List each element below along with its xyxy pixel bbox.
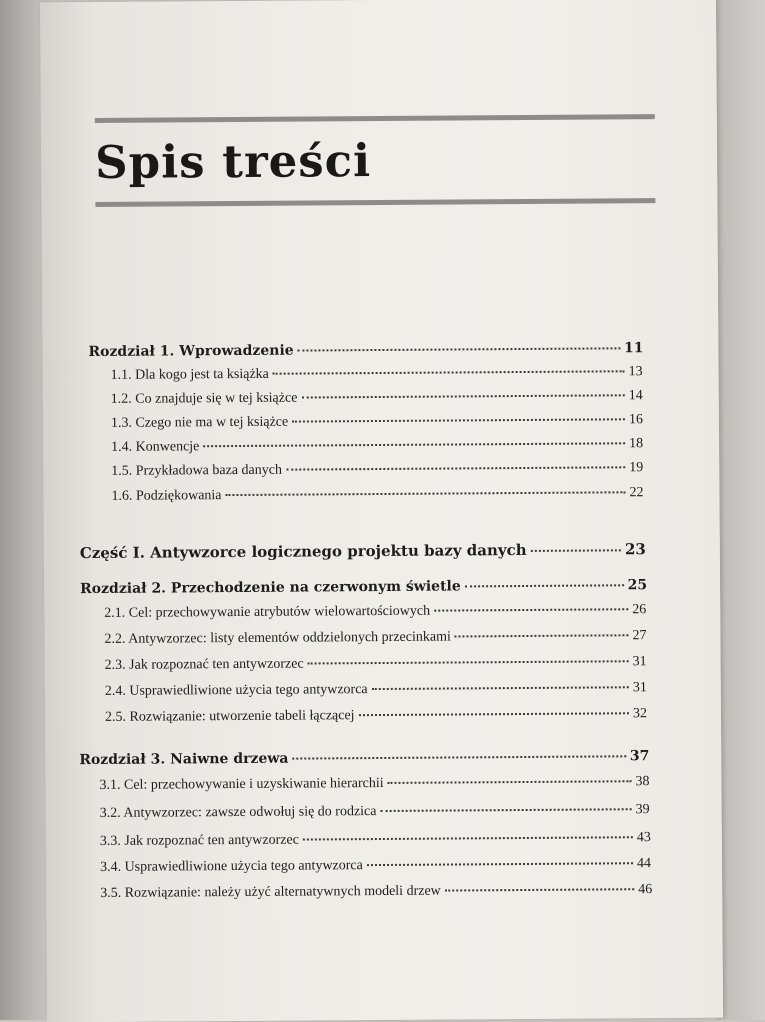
toc-label: 1.3. Czego nie ma w tej książce xyxy=(110,414,289,431)
toc-part-1 xyxy=(80,540,646,562)
leader-dots xyxy=(445,888,634,891)
toc-section-2-3 xyxy=(105,654,647,674)
toc-label: 3.5. Rozwiązanie: należy użyć alternatywnych modeli drzew xyxy=(100,883,441,901)
toc-section-2-5 xyxy=(105,706,647,726)
leader-dots xyxy=(359,712,629,716)
toc-label: 2.2. Antywzorzec: listy elementów oddzielonych przecinkami xyxy=(104,629,451,647)
leader-dots xyxy=(286,466,625,470)
leader-dots xyxy=(367,862,633,866)
leader-dots xyxy=(292,418,625,422)
toc-page-number: 22 xyxy=(629,485,644,501)
leader-dots xyxy=(380,808,631,812)
leader-dots xyxy=(273,370,625,374)
toc-section-2-2 xyxy=(104,628,646,648)
page-title: Spis treści xyxy=(94,134,372,189)
toc-label: Rozdział 3. Naiwne drzewa xyxy=(79,750,289,769)
toc-section-1-4 xyxy=(111,436,643,456)
toc-page-number: 14 xyxy=(628,388,643,404)
toc-section-1-3 xyxy=(111,412,643,432)
toc-page-number: 19 xyxy=(629,460,644,476)
title-bottom-rule xyxy=(95,198,655,207)
toc-page-number: 38 xyxy=(635,774,650,790)
toc-section-3-5 xyxy=(100,882,652,902)
toc-section-3-2 xyxy=(100,802,650,822)
toc-chapter-1 xyxy=(88,340,643,360)
toc-page-number: 43 xyxy=(636,830,651,846)
leader-dots xyxy=(455,634,629,637)
toc-page-number: 11 xyxy=(623,340,644,357)
toc-label: 3.3. Jak rozpoznać ten antywzorzec xyxy=(99,832,299,849)
background-surface xyxy=(716,0,765,1020)
toc-label: 1.1. Dla kogo jest ta książka xyxy=(110,366,269,383)
toc-page-number: 16 xyxy=(628,412,643,428)
toc-section-3-4 xyxy=(100,856,651,876)
toc-label: 2.4. Usprawiedliwione użycia tego antywzorca xyxy=(104,682,368,699)
toc-page-number: 26 xyxy=(632,602,647,618)
toc-label: 3.2. Antywzorzec: zawsze odwołuj się do rodzica xyxy=(99,804,377,821)
toc-page-number: 37 xyxy=(629,748,650,765)
title-top-rule xyxy=(95,114,655,123)
leader-dots xyxy=(301,394,624,398)
toc-label: 2.5. Rozwiązanie: utworzenie tabeli łączącej xyxy=(104,708,355,725)
toc-page-number: 32 xyxy=(632,706,648,722)
leader-dots xyxy=(298,347,620,351)
toc-section-1-2 xyxy=(111,388,643,408)
toc-page-number: 31 xyxy=(632,680,647,696)
leader-dots xyxy=(203,442,625,447)
toc-page-number: 13 xyxy=(628,364,643,380)
leader-dots xyxy=(303,836,633,840)
toc-label: 2.3. Jak rozpoznać ten antywzorzec xyxy=(104,656,304,673)
toc-page-number: 39 xyxy=(635,802,650,818)
toc-page-number: 31 xyxy=(632,654,647,670)
leader-dots xyxy=(292,755,625,759)
toc-label: 1.2. Co znajduje się w tej książce xyxy=(110,390,298,407)
toc-label: Rozdział 2. Przechodzenie na czerwonym świetle xyxy=(80,578,461,598)
toc-label: 1.5. Przykładowa baza danych xyxy=(111,462,283,479)
toc-page-number: 23 xyxy=(624,540,646,559)
toc-page-number: 46 xyxy=(638,882,653,898)
toc-page-number: 25 xyxy=(627,577,648,594)
book-page xyxy=(40,0,723,1022)
leader-dots xyxy=(308,660,629,664)
toc-chapter-3 xyxy=(79,748,649,768)
toc-chapter-2 xyxy=(80,577,647,597)
toc-page-number: 18 xyxy=(629,436,644,452)
toc-section-1-1 xyxy=(111,364,643,384)
toc-label: 3.1. Cel: przechowywanie i uzyskiwanie hierarchii xyxy=(99,775,384,793)
leader-dots xyxy=(531,549,621,552)
toc-section-1-6 xyxy=(111,485,643,505)
toc-label: 1.6. Podziękowania xyxy=(111,488,222,504)
toc-label: Rozdział 1. Wprowadzenie xyxy=(88,342,294,361)
toc-section-1-5 xyxy=(111,460,643,480)
toc-label: 3.4. Usprawiedliwione użycia tego antywzorca xyxy=(99,858,363,875)
toc-section-2-1 xyxy=(104,602,646,622)
toc-label: 1.4. Konwencje xyxy=(111,439,200,455)
toc-page-number: 44 xyxy=(636,856,652,872)
leader-dots xyxy=(225,491,625,496)
toc-label: Część I. Antywzorce logicznego projektu bazy danych xyxy=(79,540,527,563)
toc-section-3-3 xyxy=(100,830,651,850)
toc-section-3-1 xyxy=(99,774,649,794)
leader-dots xyxy=(372,686,629,690)
leader-dots xyxy=(434,608,628,611)
toc-section-2-4 xyxy=(105,680,647,700)
leader-dots xyxy=(388,780,632,784)
toc-label: 2.1. Cel: przechowywanie atrybutów wielowartościowych xyxy=(104,603,431,621)
leader-dots xyxy=(465,584,624,587)
toc-page-number: 27 xyxy=(632,628,647,644)
